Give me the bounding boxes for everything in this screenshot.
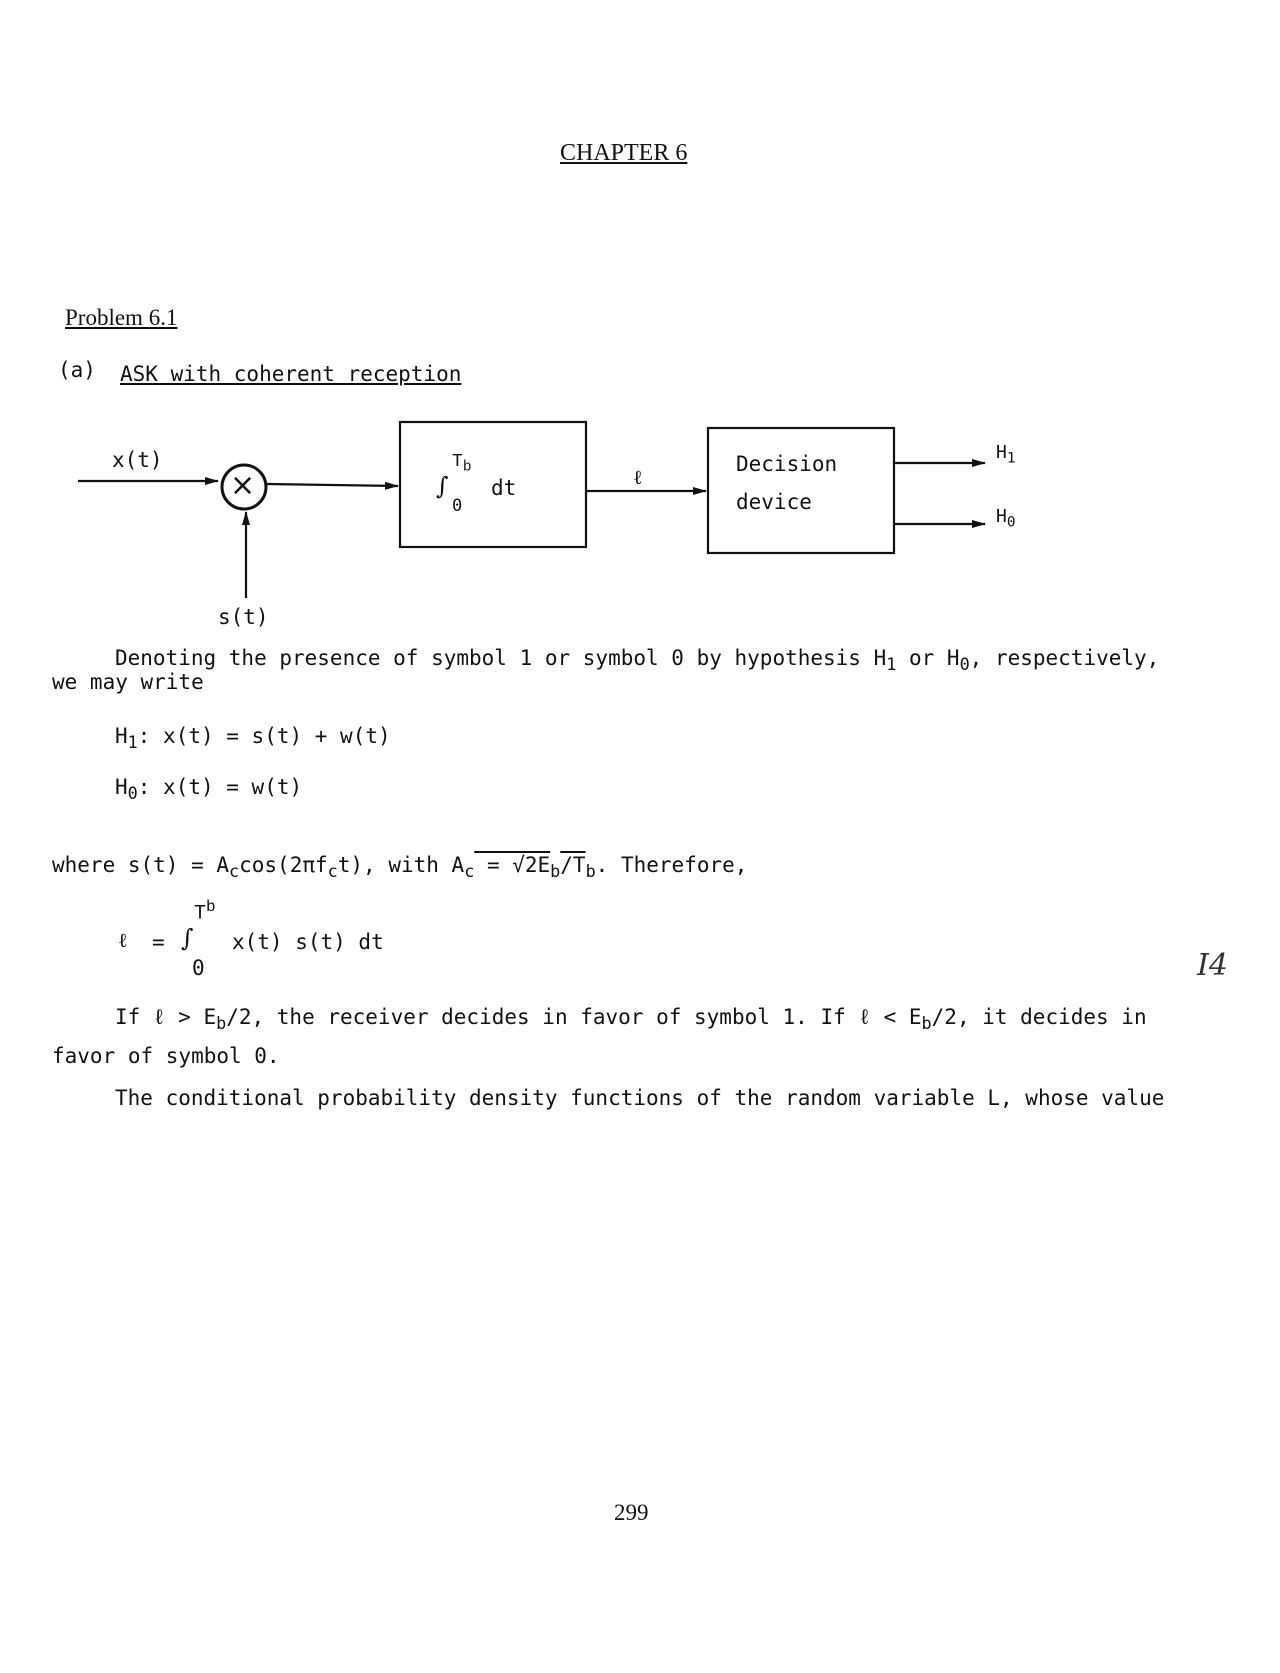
integrator-dt: dt: [491, 476, 517, 500]
hypothesis-h0: $H_0$: x(t) = w(t): [115, 775, 303, 804]
diagram-output-label: ℓ: [633, 465, 643, 489]
integral-sign-eq-icon: ∫: [181, 924, 194, 952]
where-line: where $s(t) = A_c\cos(2\pi f_ct)$, with $A_c = √2E_b/T_b$. Therefore,: [52, 853, 748, 882]
integral-sign-icon: ∫: [436, 472, 449, 500]
decision-para-line1: If ℓ > $E_b/2$, the receiver decides in favor of symbol 1. If ℓ < $E_b/2$, it decides in: [115, 1005, 1147, 1034]
last-paragraph: The conditional probability density functions of the random variable L, whose value: [115, 1086, 1165, 1110]
multiplier-symbol: ×: [230, 468, 256, 503]
part-title: ASK with coherent reception: [120, 362, 462, 386]
para1-line1: Denoting the presence of symbol 1 or symbol 0 by hypothesis $H_1$ or $H_0$, respectively,: [115, 646, 1160, 675]
chapter-title: CHAPTER 6: [560, 140, 688, 166]
integrator-upper: $T_b$: [452, 452, 472, 476]
integral-integrand: x(t) s(t) dt: [232, 930, 384, 954]
diagram-reference-label: s(t): [218, 605, 269, 629]
part-label: (a): [58, 358, 96, 382]
decision-para-line2: favor of symbol 0.: [52, 1044, 280, 1068]
problem-heading: Problem 6.1: [65, 305, 178, 330]
decision-label-line2: device: [736, 490, 812, 514]
para1-line2: we may write: [52, 670, 204, 694]
mult-to-integrator-line: [267, 484, 398, 486]
diagram-input-label: x(t): [112, 448, 163, 472]
decision-label-line1: Decision: [736, 452, 838, 476]
integral-lhs: ℓ: [118, 928, 128, 952]
integrator-lower: 0: [452, 496, 463, 516]
hypothesis-h1: $H_1$: x(t) = s(t) + w(t): [115, 724, 391, 753]
integral-upper-limit: $T^b$: [194, 898, 216, 926]
margin-mark: I4: [1197, 948, 1228, 983]
integral-lower-limit: 0: [192, 956, 205, 980]
page-number: 299: [614, 1500, 649, 1525]
output-h0-label: $H_0$: [996, 506, 1016, 531]
integral-equals: =: [152, 930, 165, 954]
output-h1-label: $H_1$: [996, 442, 1016, 467]
